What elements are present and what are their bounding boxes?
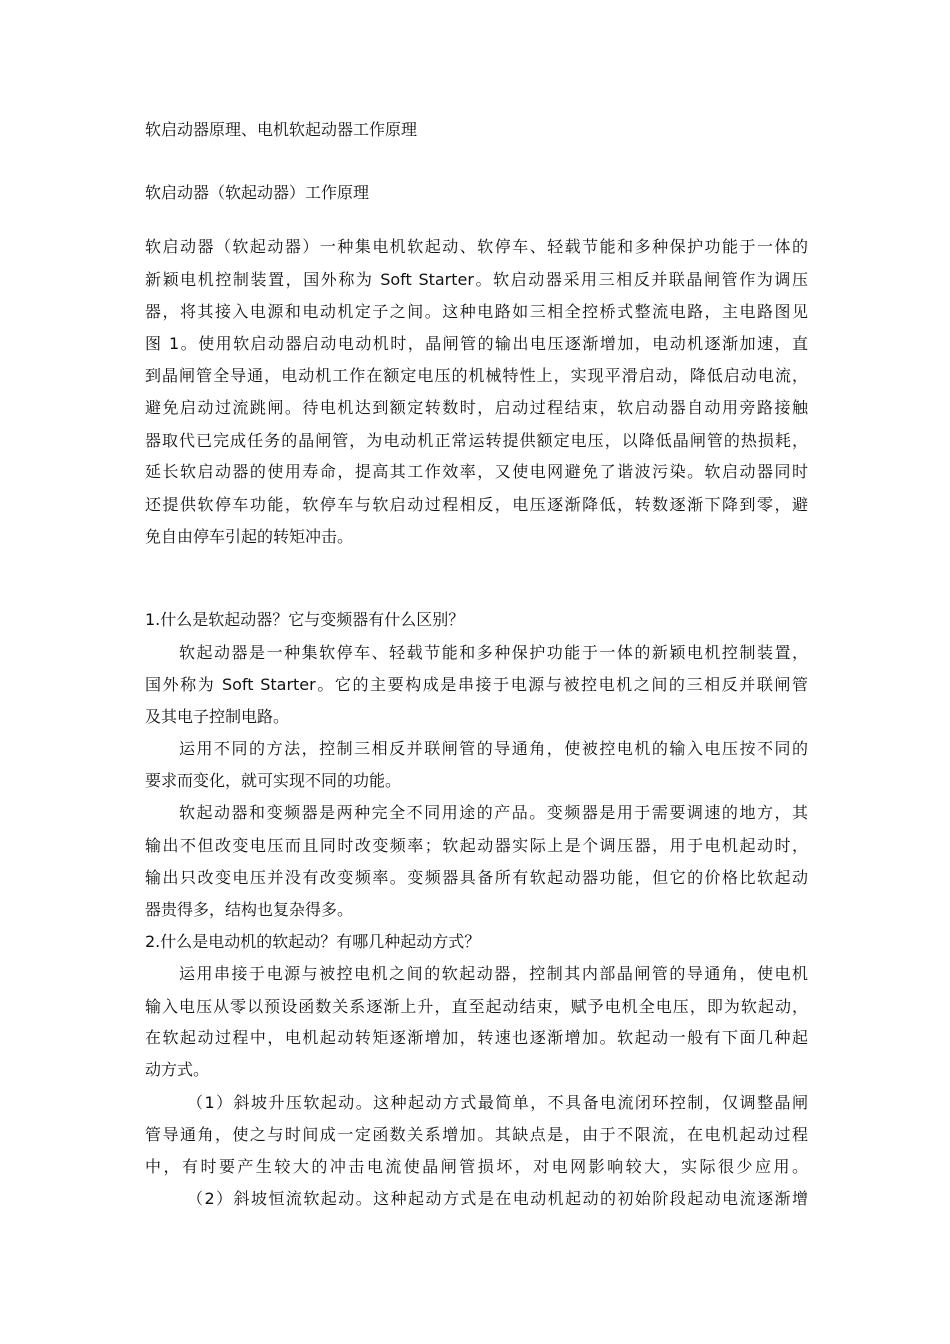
paragraph-line: 软起动器和变频器是两种完全不同用途的产品。变频器是用于需要调速的地方，其 bbox=[179, 803, 808, 822]
paragraph-line: 国外称为 Soft Starter。它的主要构成是串接于电源与被控电机之间的三相反并联闸管 bbox=[145, 675, 808, 694]
paragraph-line: 运用不同的方法，控制三相反并联闸管的导通角，使被控电机的输入电压按不同的 bbox=[179, 739, 808, 758]
intro-line: 免自由停车引起的转矩冲击。 bbox=[145, 527, 354, 546]
list-item-line: 中，有时要产生较大的冲击电流使晶闸管损坏，对电网影响较大，实际很少应用。 bbox=[145, 1157, 808, 1176]
list-item-line: 管导通角，使之与时间成一定函数关系增加。其缺点是，由于不限流，在电机起动过程 bbox=[145, 1125, 808, 1144]
intro-line: 图 1。使用软启动器启动电动机时，晶闸管的输出电压逐渐增加，电动机逐渐加速，直 bbox=[145, 334, 808, 353]
paragraph-line: 软起动器是一种集软停车、轻载节能和多种保护功能于一体的新颖电机控制装置， bbox=[179, 643, 808, 662]
intro-line: 新颖电机控制装置，国外称为 Soft Starter。软启动器采用三相反并联晶闸管作为调压 bbox=[145, 270, 808, 289]
paragraph-line: 要求而变化，就可实现不同的功能。 bbox=[145, 771, 402, 790]
intro-line: 还提供软停车功能，软停车与软启动过程相反，电压逐渐降低，转数逐渐下降到零，避 bbox=[145, 495, 808, 514]
paragraph-line: 器贵得多，结构也复杂得多。 bbox=[145, 900, 354, 919]
paragraph-line: 输出不但改变电压而且同时改变频率；软起动器实际上是个调压器，用于电机起动时， bbox=[145, 836, 808, 855]
paragraph-line: 动方式。 bbox=[145, 1060, 210, 1079]
paragraph-line: 输入电压从零以预设函数关系逐渐上升，直至起动结束，赋予电机全电压，即为软起动， bbox=[145, 997, 808, 1016]
intro-line: 避免启动过流跳闸。待电机达到额定转数时，启动过程结束，软启动器自动用旁路接触 bbox=[145, 398, 808, 417]
paragraph-line: 输出只改变电压并没有改变频率。变频器具备所有软起动器功能，但它的价格比软起动 bbox=[145, 868, 808, 887]
list-item-line: （1）斜坡升压软起动。这种起动方式最简单，不具备电流闭环控制，仅调整晶闸 bbox=[187, 1093, 808, 1112]
document-title: 软启动器原理、电机软起动器工作原理 bbox=[145, 120, 418, 139]
section-heading: 软启动器（软起动器）工作原理 bbox=[145, 183, 370, 202]
paragraph-line: 运用串接于电源与被控电机之间的软起动器，控制其内部晶闸管的导通角，使电机 bbox=[179, 964, 808, 983]
q1-heading: 1.什么是软起动器？它与变频器有什么区别？ bbox=[145, 610, 465, 629]
intro-line: 器，将其接入电源和电动机定子之间。这种电路如三相全控桥式整流电路，主电路图见 bbox=[145, 302, 808, 321]
intro-line: 软启动器（软起动器）一种集电机软起动、软停车、轻载节能和多种保护功能于一体的 bbox=[145, 237, 808, 256]
q2-heading: 2.什么是电动机的软起动？有哪几种起动方式？ bbox=[145, 932, 481, 951]
intro-line: 到晶闸管全导通，电动机工作在额定电压的机械特性上，实现平滑启动，降低启动电流， bbox=[145, 366, 808, 385]
paragraph-line: 在软起动过程中，电机起动转矩逐渐增加，转速也逐渐增加。软起动一般有下面几种起 bbox=[145, 1028, 808, 1047]
intro-line: 器取代已完成任务的晶闸管，为电动机正常运转提供额定电压，以降低晶闸管的热损耗， bbox=[145, 431, 808, 450]
intro-line: 延长软启动器的使用寿命，提高其工作效率，又使电网避免了谐波污染。软启动器同时 bbox=[145, 462, 808, 481]
list-item-line: （2）斜坡恒流软起动。这种起动方式是在电动机起动的初始阶段起动电流逐渐增 bbox=[187, 1189, 808, 1208]
paragraph-line: 及其电子控制电路。 bbox=[145, 707, 290, 726]
